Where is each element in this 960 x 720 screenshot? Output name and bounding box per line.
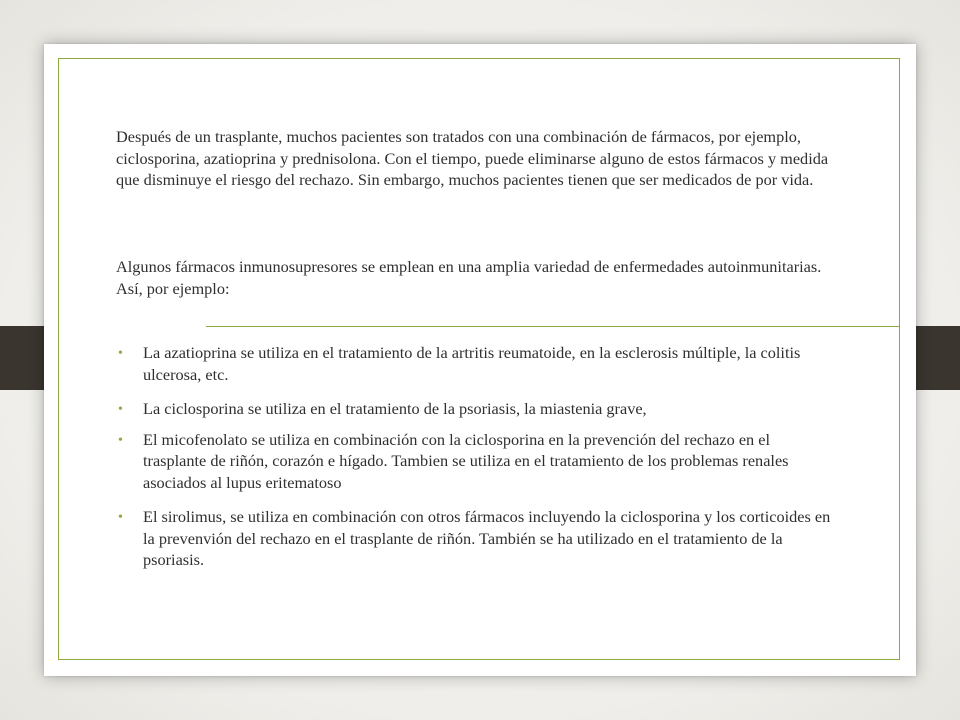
list-item-text: El micofenolato se utiliza en combinación con la ciclosporina en la prevención del rechazo en el trasplante de riñón, corazón e hígado. Tambien se utiliza en el tratamiento de los problemas renales asociados al lupus eritematoso (143, 429, 789, 492)
list-item-text: La ciclosporina se utiliza en el tratamiento de la psoriasis, la miastenia grave, (143, 399, 647, 418)
list-item-text: El sirolimus, se utiliza en combinación con otros fármacos incluyendo la ciclosporina y los corticoides en la prevenvión del rechazo en el trasplante de riñón. También se ha utilizado en el tratamiento de la psoriasis. (143, 507, 831, 569)
left-side-tab (0, 326, 44, 390)
bullet-icon: • (118, 402, 123, 417)
list-item-micofenolato (116, 429, 836, 494)
intro-paragraph: Después de un trasplante, muchos pacientes son tratados con una combinación de fármacos, por ejemplo, ciclosporina, azatioprina y prednisolona. Con el tiempo, puede eliminarse alguno de estos fármacos y medida que disminuye el riesgo del rechazo. Sin embargo, muchos pacientes tienen que ser medicados de por vida. (116, 127, 829, 189)
bullet-icon: • (118, 510, 123, 525)
list-item-azatioprina (116, 342, 836, 385)
slide-card (44, 44, 916, 676)
slide-content (116, 126, 836, 569)
drug-uses-list (116, 342, 836, 584)
list-item-ciclosporina (116, 398, 836, 420)
autoimmune-paragraph: Algunos fármacos inmunosupresores se emplean en una amplia variedad de enfermedades autoinmunitarias. Así, por ejemplo: (116, 257, 822, 298)
list-item-text: La azatioprina se utiliza en el tratamiento de la artritis reumatoide, en la esclerosis múltiple, la colitis ulcerosa, etc. (143, 343, 801, 384)
section-divider (206, 326, 900, 327)
right-side-tab (916, 326, 960, 390)
list-item-sirolimus (116, 506, 836, 571)
bullet-icon: • (118, 432, 123, 448)
bullet-icon: • (118, 346, 123, 361)
